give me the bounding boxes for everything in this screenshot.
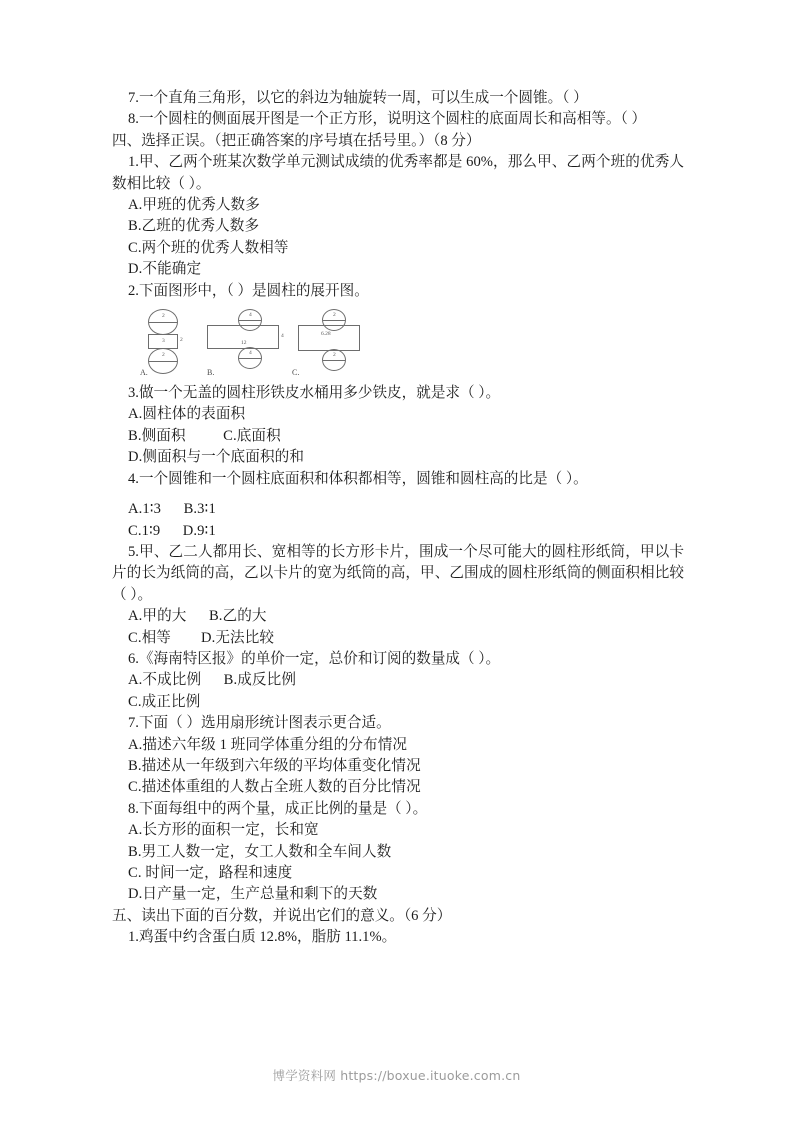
tf-item-8: 8.一个圆柱的侧面展开图是一个正方形，说明这个圆柱的底面周长和高相等。（ ） bbox=[128, 111, 647, 128]
question-8-stem: 8.下面每组中的两个量，成正比例的量是（ ）。 bbox=[128, 800, 428, 817]
watermark: 博学资料网 https://boxue.ituoke.com.cn bbox=[272, 1068, 521, 1083]
figure-b-top-chord bbox=[239, 320, 261, 321]
figure-b-bottom-label: 4 bbox=[249, 350, 252, 357]
figure-b-rect-side-label: 4 bbox=[281, 333, 284, 340]
figure-a-rect-label: 3 bbox=[162, 338, 165, 345]
figure-b-rect-label: 12 bbox=[241, 340, 247, 347]
figure-c-rect-label: 6.28 bbox=[321, 331, 331, 338]
figure-a-top-circle bbox=[148, 309, 178, 335]
figure-a-bottom-circle bbox=[148, 348, 178, 374]
question-4-stem: 4.一个圆锥和一个圆柱底面积和体积都相等，圆锥和圆柱高的比是（ ）。 bbox=[128, 470, 588, 487]
question-3-option-d[interactable]: D.侧面积与一个底面积的和 bbox=[128, 449, 305, 466]
question-5-option-cd[interactable]: C.相等 D.无法比较 bbox=[128, 629, 275, 646]
question-2-stem: 2.下面图形中，（ ）是圆柱的展开图。 bbox=[128, 282, 369, 299]
figure-c-top-label: 2 bbox=[333, 312, 336, 319]
question-3-stem: 3.做一个无盖的圆柱形铁皮水桶用多少铁皮，就是求（ ）。 bbox=[128, 385, 501, 402]
figure-b-bottom-chord bbox=[239, 358, 261, 359]
figure-a bbox=[140, 309, 200, 377]
question-8-option-b[interactable]: B.男工人数一定，女工人数和全车间人数 bbox=[128, 843, 392, 860]
question-6-stem: 6.《海南特区报》的单价一定，总价和订阅的数量成（ ）。 bbox=[128, 650, 501, 667]
question-7-option-a[interactable]: A.描述六年级 1 班同学体重分组的分布情况 bbox=[128, 736, 408, 753]
question-4-gap bbox=[112, 490, 684, 499]
section-heading-five: 五、读出下面的百分数，并说出它们的意义。（6 分） bbox=[112, 907, 452, 924]
figure-b-top-label: 4 bbox=[249, 312, 252, 319]
figure-b-letter: B. bbox=[207, 368, 215, 378]
question-3-option-a[interactable]: A.圆柱体的表面积 bbox=[128, 406, 246, 423]
figure-b-bottom-circle bbox=[238, 347, 262, 369]
figure-b-rect bbox=[207, 325, 279, 349]
figure-c-bottom-circle bbox=[322, 349, 346, 371]
section-five-item-1: 1.鸡蛋中约含蛋白质 12.8%，脂肪 11.1%。 bbox=[128, 929, 397, 946]
question-1-option-c[interactable]: C.两个班的优秀人数相等 bbox=[128, 239, 289, 256]
figure-c-letter: C. bbox=[292, 368, 300, 378]
question-7-option-c[interactable]: C.描述体重组的人数占全班人数的百分比情况 bbox=[128, 779, 421, 796]
question-7-stem: 7.下面（ ）选用扇形统计图表示更合适。 bbox=[128, 715, 391, 732]
question-1-stem: 1.甲、乙两个班某次数学单元测试成绩的优秀率都是 60%，那么甲、乙两个班的优秀人数相比较（ ）。 bbox=[112, 154, 684, 192]
figure-a-top-chord bbox=[149, 322, 177, 323]
figure-a-rect bbox=[148, 334, 178, 349]
section-heading-four: 四、选择正误。（把正确答案的序号填在括号里。）（8 分） bbox=[112, 132, 481, 149]
figure-c bbox=[292, 309, 372, 377]
tf-item-7: 7.一个直角三角形，以它的斜边为轴旋转一周，可以生成一个圆锥。（ ） bbox=[128, 90, 588, 106]
figure-a-bottom-chord bbox=[149, 361, 177, 362]
question-4-option-cd[interactable]: C.1∶9 D.9∶1 bbox=[128, 522, 216, 539]
question-6-option-ab[interactable]: A.不成比例 B.成反比例 bbox=[128, 672, 297, 689]
figure-c-bottom-label: 2 bbox=[333, 352, 336, 359]
figure-b bbox=[207, 309, 292, 377]
question-3-option-bc[interactable]: B.侧面积 C.底面积 bbox=[128, 427, 281, 444]
question-7-option-b[interactable]: B.描述从一年级到六年级的平均体重变化情况 bbox=[128, 757, 421, 774]
question-5-stem: 5.甲、乙二人都用长、宽相等的长方形卡片，围成一个尽可能大的圆柱形纸筒，甲以卡片的长为纸筒的高，乙以卡片的宽为纸筒的高，甲、乙围成的圆柱形纸筒的侧面积相比较（ ）。 bbox=[112, 543, 684, 603]
question-4-option-ab[interactable]: A.1∶3 B.3∶1 bbox=[128, 501, 216, 518]
question-1-option-b[interactable]: B.乙班的优秀人数多 bbox=[128, 218, 260, 235]
question-5-option-ab[interactable]: A.甲的大 B.乙的大 bbox=[128, 608, 267, 625]
figure-a-top-label: 2 bbox=[162, 313, 165, 320]
question-8-option-d[interactable]: D.日产量一定，生产总量和剩下的天数 bbox=[128, 886, 378, 903]
figure-c-top-chord bbox=[323, 320, 345, 321]
question-8-option-a[interactable]: A.长方形的面积一定，长和宽 bbox=[128, 822, 319, 839]
figure-c-rect bbox=[298, 325, 360, 351]
figure-a-rect-side-label: 2 bbox=[180, 337, 183, 344]
figure-c-bottom-chord bbox=[323, 360, 345, 361]
question-2-figures bbox=[112, 309, 684, 377]
figure-a-letter: A. bbox=[140, 368, 148, 378]
figure-a-bottom-label: 2 bbox=[162, 352, 165, 359]
page-content bbox=[112, 88, 684, 949]
question-6-option-c[interactable]: C.成正比例 bbox=[128, 693, 201, 710]
question-8-option-c[interactable]: C. 时间一定，路程和速度 bbox=[128, 865, 293, 881]
question-1-option-a[interactable]: A.甲班的优秀人数多 bbox=[128, 197, 260, 214]
question-1-option-d[interactable]: D.不能确定 bbox=[128, 261, 202, 278]
